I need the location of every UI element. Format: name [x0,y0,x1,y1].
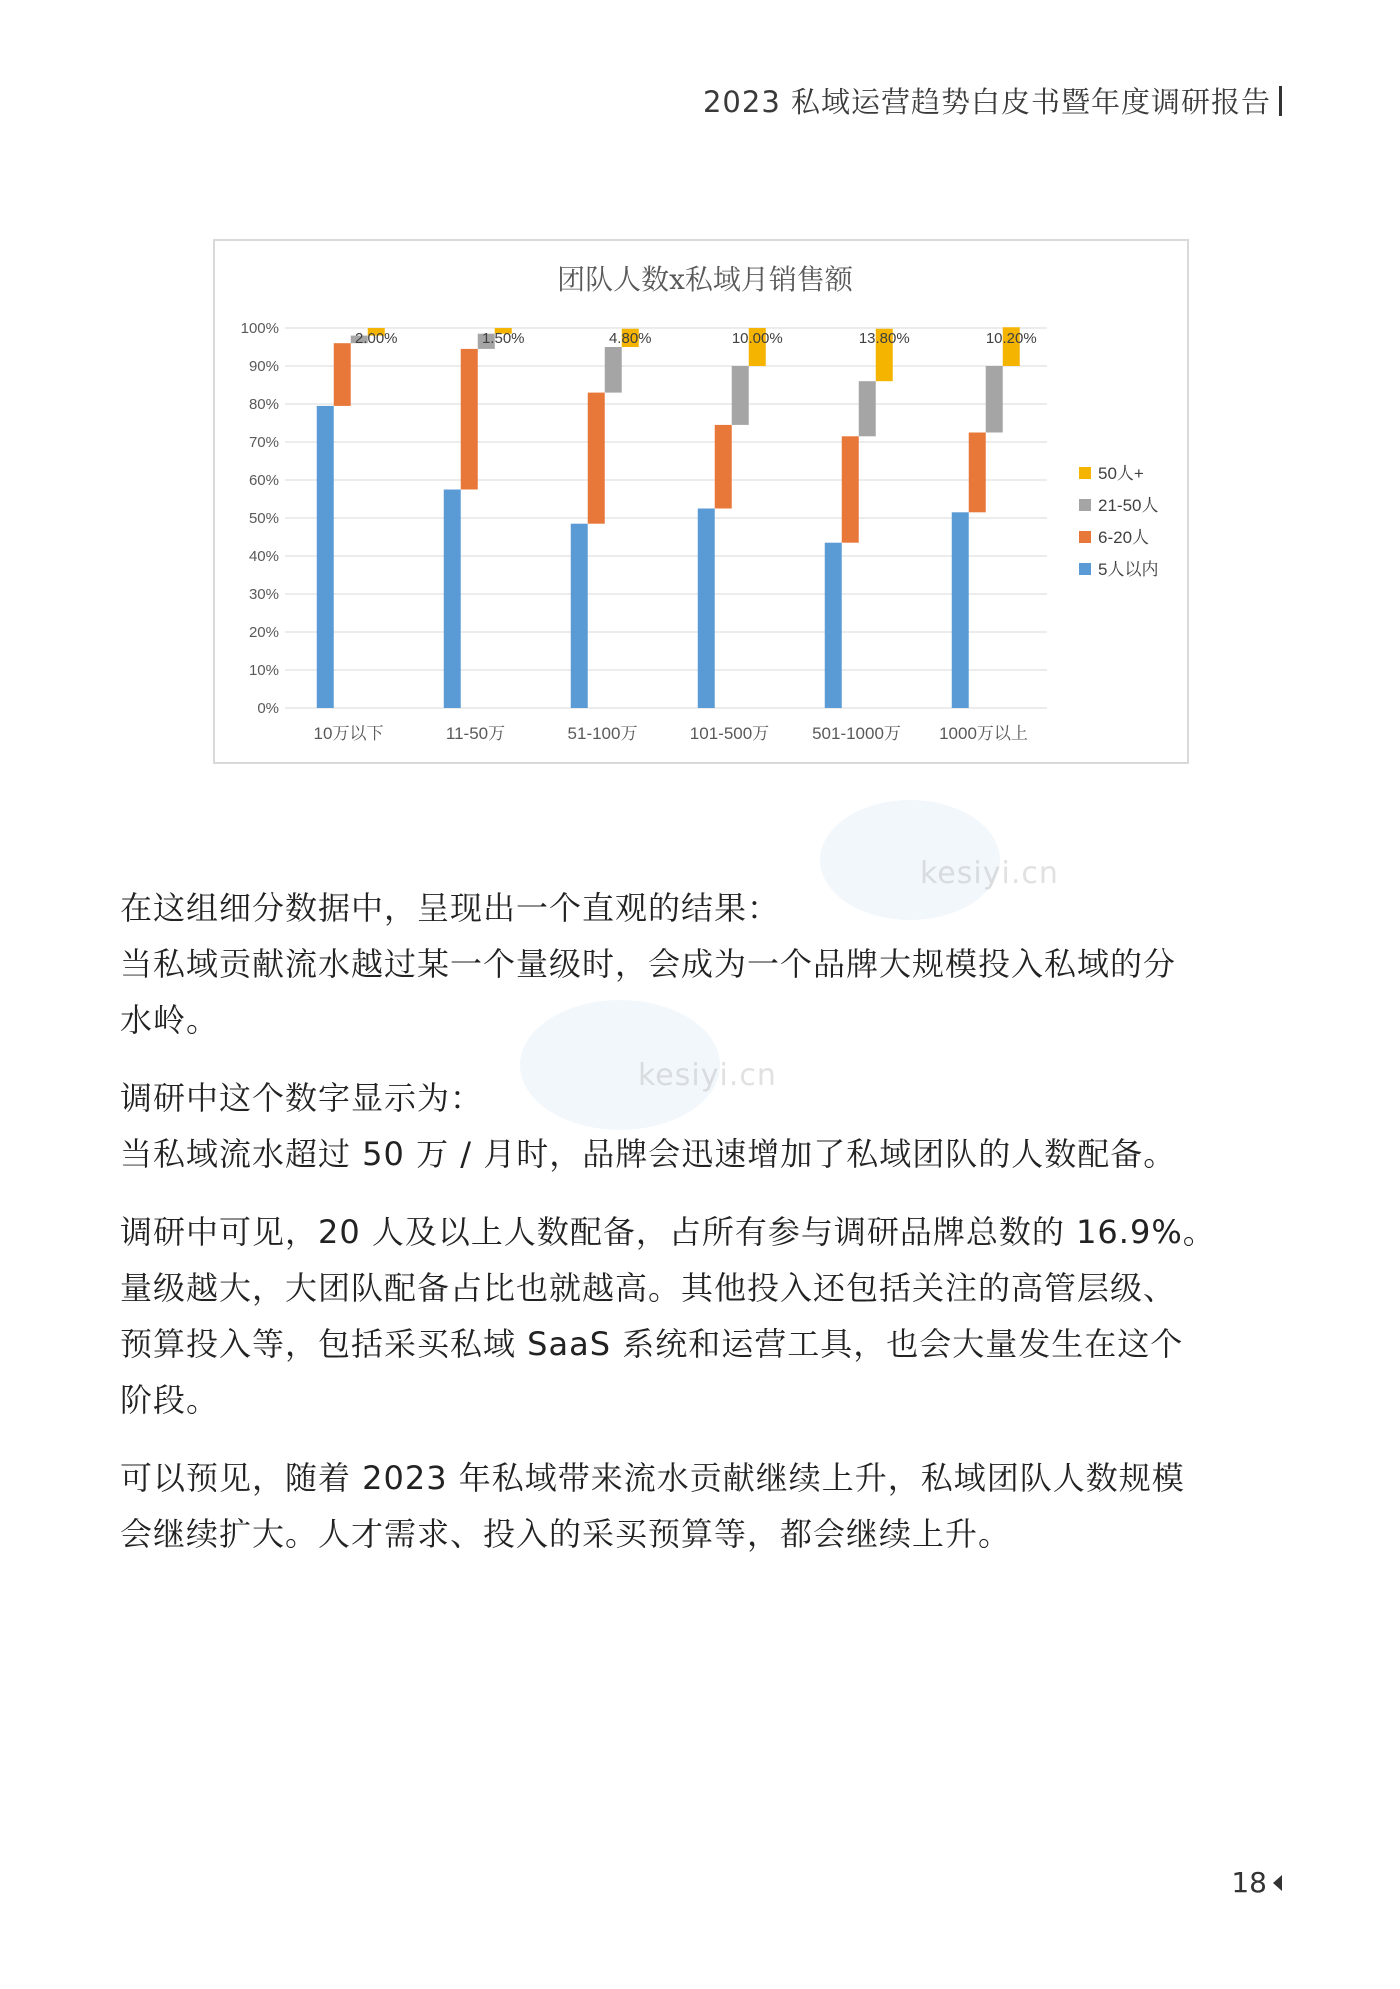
data-label: 10.00% [731,330,783,348]
bar-segment [444,490,461,709]
watermark-text: kesiyi.cn [920,856,1059,891]
x-tick-label: 501-1000万 [812,724,901,743]
data-label: 4.80% [608,330,652,348]
bar-segment [732,366,749,425]
stacked-bar-chart [215,241,1187,762]
data-label: 10.20% [985,330,1037,348]
watermark-text: kesiyi.cn [638,1058,777,1093]
text-line: 水岭。 [120,1001,220,1039]
text-line: 调研中可见，20 人及以上人数配备，占所有参与调研品牌总数的 16.9%。 [120,1213,1216,1251]
y-tick-label: 10% [248,662,279,679]
text-line: 预算投入等，包括采买私域 SaaS 系统和运营工具，也会大量发生在这个 [120,1325,1184,1363]
paragraph-1 [120,880,1290,1048]
page-number-text: 18 [1231,1866,1267,1899]
report-title: 2023 私域运营趋势白皮书暨年度调研报告 [702,85,1271,119]
x-tick-label: 101-500万 [689,724,770,743]
page-number [1231,1866,1282,1899]
legend-label: 21-50人 [1098,496,1159,515]
bar-segment [969,433,986,513]
paragraph-4 [120,1450,1290,1562]
legend-swatch [1079,531,1091,543]
text-line: 在这组细分数据中，呈现出一个直观的结果： [120,889,781,927]
bar-segment [859,381,876,436]
legend-label: 6-20人 [1098,528,1150,547]
bar-segment [698,509,715,709]
page-header [703,80,1282,121]
x-tick-label: 11-50万 [445,724,506,743]
bar-segment [842,436,859,542]
bar-segment [605,347,622,393]
bar-segment [588,393,605,524]
y-tick-label: 0% [257,700,279,717]
legend-label: 50人+ [1098,464,1144,483]
legend-swatch [1079,563,1091,575]
data-label: 13.80% [858,330,910,348]
text-line: 当私域贡献流水越过某一个量级时，会成为一个品牌大规模投入私域的分 [120,945,1177,983]
text-line: 阶段。 [120,1381,220,1419]
chart-title: 团队人数x私域月销售额 [557,263,853,296]
x-tick-label: 10万以下 [313,724,384,743]
text-line: 可以预见，随着 2023 年私域带来流水贡献继续上升，私域团队人数规模 [120,1459,1185,1497]
y-tick-label: 60% [248,472,279,489]
text-line: 调研中这个数字显示为： [120,1079,484,1117]
y-tick-label: 40% [248,548,279,565]
bar-segment [571,524,588,708]
chart-container [213,239,1189,764]
paragraph-2 [120,1070,1290,1182]
body-text [120,880,1290,1584]
bar-segment [317,406,334,708]
y-tick-label: 100% [240,320,279,337]
bar-segment [825,543,842,708]
y-tick-label: 70% [248,434,279,451]
bar-segment [715,425,732,509]
y-tick-label: 30% [248,586,279,603]
x-tick-label: 51-100万 [567,724,638,743]
legend-swatch [1079,467,1091,479]
data-label: 2.00% [354,330,398,348]
text-line: 量级越大，大团队配备占比也就越高。其他投入还包括关注的高管层级、 [120,1269,1177,1307]
y-tick-label: 20% [248,624,279,641]
text-line: 当私域流水超过 50 万 / 月时，品牌会迅速增加了私域团队的人数配备。 [120,1135,1177,1173]
data-label: 1.50% [481,330,525,348]
y-tick-label: 90% [248,358,279,375]
bar-segment [986,366,1003,433]
text-line: 会继续扩大。人才需求、投入的采买预算等，都会继续上升。 [120,1515,1012,1553]
bar-segment [334,343,351,406]
triangle-left-icon [1273,1875,1282,1891]
bar-segment [461,349,478,490]
header-divider [1279,86,1282,116]
y-tick-label: 50% [248,510,279,527]
paragraph-3 [120,1204,1290,1428]
x-tick-label: 1000万以上 [939,724,1028,743]
legend-swatch [1079,499,1091,511]
bar-segment [952,512,969,708]
legend-label: 5人以内 [1098,560,1159,579]
y-tick-label: 80% [248,396,279,413]
